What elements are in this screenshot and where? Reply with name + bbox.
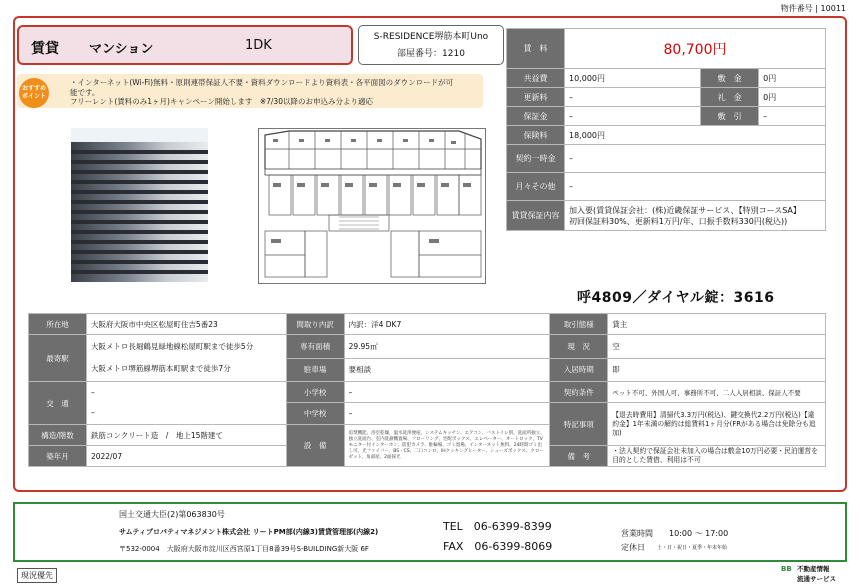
deposit-label: 敷 金 bbox=[701, 69, 759, 88]
company-address: 〒532-0004 大阪府大阪市淀川区西宮原1丁目8番39号S-BUILDING新大阪 6F bbox=[119, 545, 369, 553]
monthly-other-label: 月々その他 bbox=[507, 173, 565, 201]
insurance-value: 18,000円 bbox=[565, 126, 826, 145]
renewal-label: 更新料 bbox=[507, 88, 565, 107]
property-kind: マンション bbox=[89, 42, 154, 57]
station-value bbox=[86, 335, 286, 382]
conditions-label: 契約条件 bbox=[550, 382, 608, 403]
status-value: 空 bbox=[608, 335, 826, 359]
deal-value: 貸主 bbox=[608, 314, 826, 335]
station-line1: 大阪メトロ長堀鶴見緑地線松屋町駅まで徒歩5分 bbox=[90, 342, 254, 351]
structure-label: 構造/階数 bbox=[29, 425, 87, 446]
area-value: 29.95㎡ bbox=[344, 335, 550, 359]
deposit-value: 0円 bbox=[759, 69, 826, 88]
common-fee-value: 10,000円 bbox=[565, 69, 701, 88]
movein-label: 入居時期 bbox=[550, 358, 608, 382]
shikibiki-value: – bbox=[759, 107, 826, 126]
built-value: 2022/07 bbox=[86, 446, 286, 467]
renewal-value: – bbox=[565, 88, 701, 107]
junior-value: – bbox=[344, 403, 550, 425]
promo-line3: フリーレント(賃料のみ1ヶ月)キャンペーン開始します ※7/30以降のお申込み分より適応 bbox=[70, 97, 373, 106]
property-number-value: 10011 bbox=[820, 4, 846, 13]
key-money-label: 礼 金 bbox=[701, 88, 759, 107]
parking-value: 要相談 bbox=[344, 358, 550, 382]
transport-value bbox=[86, 382, 286, 425]
transport-line2: – bbox=[90, 408, 95, 417]
equipment-value: 追焚機能、浴室乾燥、温水洗浄便座、システムキッチン、エアコン、バストイレ別、洗面所独立、独立洗面台、室内洗濯機置場、フローリング、宅配ボックス、エレベーター、オートロック、TVモニター付インターホン、防犯カメラ、駐輪場、ゴミ置場、インターネット無料、24時間ゴミ出し可、光ファイバー、BS・CS、二口コンロ、IHクッキングヒーター、シューズボックス、クローゼット、角部屋、2面採光 bbox=[344, 425, 550, 467]
address-label: 所在地 bbox=[29, 314, 87, 335]
business-hours: 営業時間 10:00 ～ 17:00 bbox=[621, 529, 729, 538]
remarks-label: 備 考 bbox=[550, 446, 608, 467]
fee-table bbox=[506, 28, 826, 231]
brand-mark: BB bbox=[781, 565, 792, 573]
special-label: 特記事項 bbox=[550, 403, 608, 446]
guarantor-line2: 初回保証料30%、更新料1万円/年、口振手数料330円(税込)) bbox=[569, 216, 788, 226]
footer bbox=[13, 502, 847, 562]
hoshokin-label: 保証金 bbox=[507, 107, 565, 126]
promo-line2: 能です。 bbox=[70, 87, 100, 97]
building-name: S-RESIDENCE堺筋本町Uno bbox=[373, 32, 489, 42]
promo-badge-line1: おすすめ bbox=[21, 85, 47, 92]
contract-once-label: 契約一時金 bbox=[507, 145, 565, 173]
holiday-label: 定休日 bbox=[621, 543, 645, 552]
structure-value: 鉄筋コンクリート造 / 地上15階建て bbox=[86, 425, 286, 446]
layout-breakdown-value: 内訳：洋4 DK7 bbox=[344, 314, 550, 335]
transport-line1: – bbox=[90, 388, 95, 397]
rent-value: 80,700円 bbox=[565, 29, 826, 69]
floor-plan bbox=[258, 128, 486, 284]
title-box bbox=[17, 25, 353, 65]
conditions-value: ペット不可、外国人可、事務所不可、二人入居相談、保証人不要 bbox=[608, 382, 826, 403]
floor-plan-drawing bbox=[259, 129, 485, 283]
elementary-value: – bbox=[344, 382, 550, 403]
brand-logo bbox=[781, 563, 845, 583]
key-money-value: 0円 bbox=[759, 88, 826, 107]
holiday-value: 土・日・祝日・夏季・年末年始 bbox=[657, 545, 728, 551]
common-fee-label: 共益費 bbox=[507, 69, 565, 88]
junior-label: 中学校 bbox=[286, 403, 344, 425]
promo-badge bbox=[19, 78, 49, 108]
hoshokin-value: – bbox=[565, 107, 701, 126]
built-label: 築年月 bbox=[29, 446, 87, 467]
company-name: サムティプロパティマネジメント株式会社 リートPM部(内線3)賃貸管理部(内線2) bbox=[119, 528, 379, 536]
property-number-label: 物件番号 bbox=[780, 4, 813, 13]
transport-label: 交 通 bbox=[29, 382, 87, 425]
license-number: 国土交通大臣(2)第063830号 bbox=[119, 510, 225, 519]
promo-text bbox=[70, 78, 480, 107]
status-label: 現 況 bbox=[550, 335, 608, 359]
promo-line1: ・インターネット(Wi-Fi)無料・原則連帯保証人不要・資料ダウンロードより資料表・各平面図のダウンロードが可 bbox=[70, 78, 454, 87]
remarks-value: ・法人契約で保証会社未加入の場合は敷金10万円必要・民泊運営を目的とした賃借、利用は不可 bbox=[608, 446, 826, 467]
rent-label: 賃 料 bbox=[507, 29, 565, 69]
building-box bbox=[358, 25, 504, 65]
parking-label: 駐車場 bbox=[286, 358, 344, 382]
address-value: 大阪府大阪市中央区松屋町住吉5番23 bbox=[86, 314, 286, 335]
area-label: 専有面積 bbox=[286, 335, 344, 359]
detail-table bbox=[28, 313, 826, 467]
room-number: 部屋番号：1210 bbox=[397, 49, 465, 59]
contract-once-value: – bbox=[565, 145, 826, 173]
guarantor-label: 賃貸保証内容 bbox=[507, 201, 565, 231]
building-photo bbox=[71, 128, 208, 282]
promo-badge-line2: ポイント bbox=[21, 93, 46, 100]
monthly-other-value: – bbox=[565, 173, 826, 201]
guarantor-line1: 加入要(賃貸保証会社：(株)近畿保証サービス、【特別コースSA】 bbox=[569, 205, 801, 215]
layout-label: 1DK bbox=[245, 38, 272, 53]
brand-line1: 不動産情報 bbox=[797, 565, 830, 573]
equipment-label: 設 備 bbox=[286, 425, 344, 467]
deal-label: 取引態様 bbox=[550, 314, 608, 335]
special-value: 【退去時費用】清掃代3.3万円(税込)、鍵交換代2.2万円(税込)【違約金】1年未満の解約は総賃料1ヶ月分(FRがある場合は免除分も追加) bbox=[608, 403, 826, 446]
property-number: 物件番号 | 10011 bbox=[780, 4, 846, 13]
listing-type: 賃貸 bbox=[31, 41, 59, 57]
layout-breakdown-label: 間取り内訳 bbox=[286, 314, 344, 335]
movein-value: 即 bbox=[608, 358, 826, 382]
key-info: 呼4809／ダイヤル錠：3616 bbox=[577, 290, 775, 306]
shikibiki-label: 敷 引 bbox=[701, 107, 759, 126]
station-line2: 大阪メトロ堺筋線堺筋本町駅まで徒歩7分 bbox=[90, 364, 231, 373]
guarantor-value bbox=[565, 201, 826, 231]
phone-number: TEL 06-6399-8399 bbox=[443, 520, 552, 533]
brand-line2: 流通サービス bbox=[797, 575, 836, 583]
station-label: 最寄駅 bbox=[29, 335, 87, 382]
fax-number: FAX 06-6399-8069 bbox=[443, 540, 553, 553]
insurance-label: 保険料 bbox=[507, 126, 565, 145]
elementary-label: 小学校 bbox=[286, 382, 344, 403]
priority-badge: 現況優先 bbox=[17, 568, 57, 583]
